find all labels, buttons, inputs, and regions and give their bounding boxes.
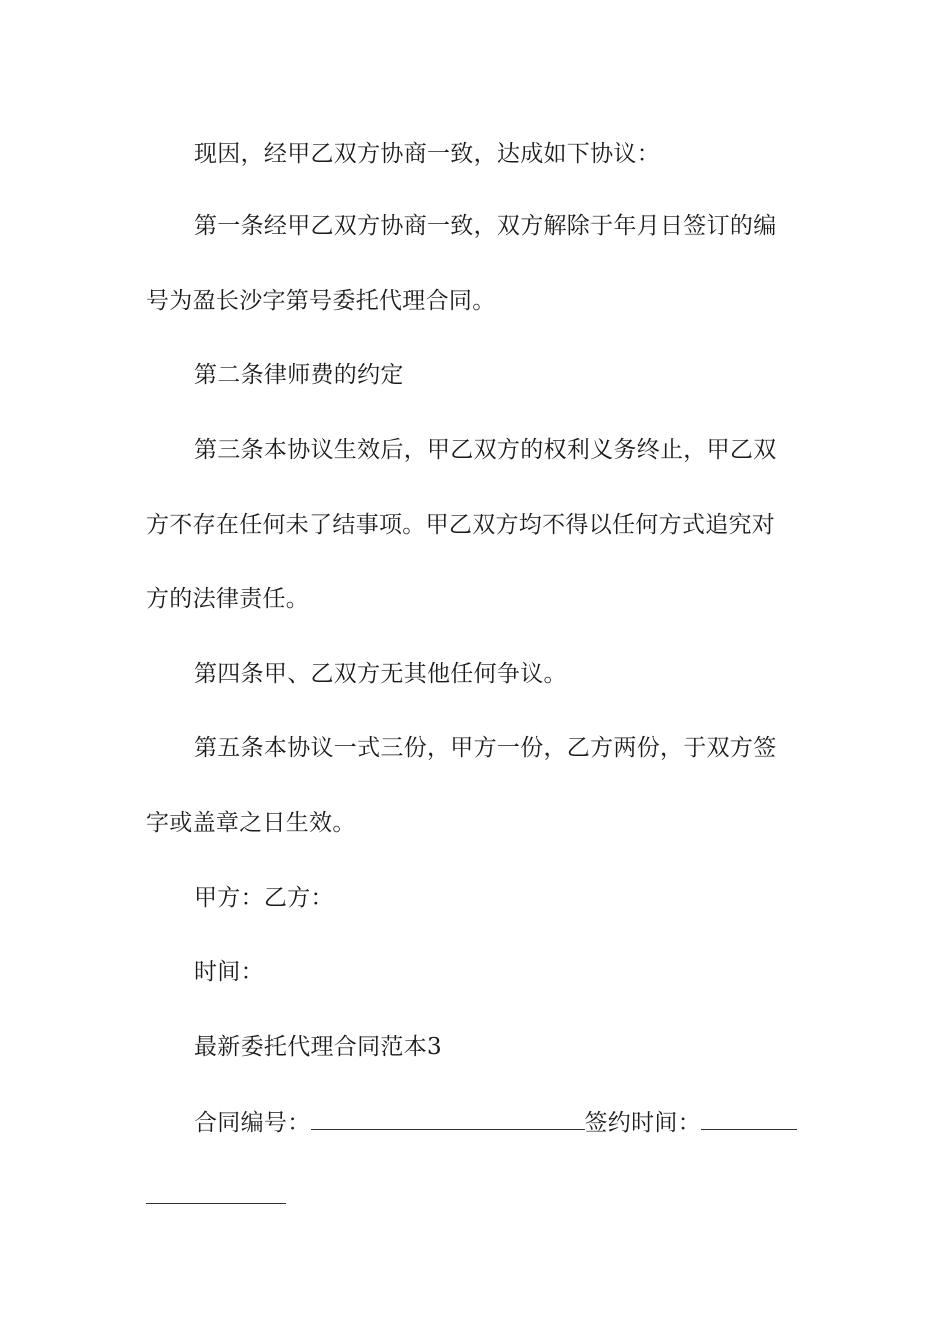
contract-number-line: [194, 1107, 797, 1138]
article-1-line-2: 号为盈长沙字第号委托代理合同。: [146, 288, 496, 314]
parties-line: 甲方：乙方：: [194, 885, 334, 911]
article-2: 第二条律师费的约定: [194, 362, 404, 388]
paragraph-intro: 现因，经甲乙双方协商一致，达成如下协议：: [194, 141, 660, 167]
article-3-line-1: 第三条本协议生效后，甲乙双方的权利义务终止，甲乙双: [194, 437, 777, 463]
article-3-line-3: 方的法律责任。: [146, 586, 310, 612]
article-3-line-2: 方不存在任何未了结事项。甲乙双方均不得以任何方式追究对: [146, 512, 776, 538]
sign-time-blank-continued[interactable]: [146, 1203, 286, 1204]
article-1-line-1: 第一条经甲乙双方协商一致，双方解除于年月日签订的编: [194, 213, 777, 239]
contract-number-label: 合同编号：: [194, 1110, 311, 1136]
contract-number-blank[interactable]: [311, 1107, 585, 1130]
article-4: 第四条甲、乙双方无其他任何争议。: [194, 661, 567, 687]
section-title: 最新委托代理合同范本3: [194, 1034, 442, 1060]
sign-time-label: 签约时间：: [584, 1110, 701, 1136]
article-5-line-1: 第五条本协议一式三份，甲方一份，乙方两份，于双方签: [194, 735, 777, 761]
time-label: 时间：: [194, 959, 264, 985]
sign-time-blank[interactable]: [701, 1107, 797, 1130]
article-5-line-2: 字或盖章之日生效。: [146, 810, 356, 836]
